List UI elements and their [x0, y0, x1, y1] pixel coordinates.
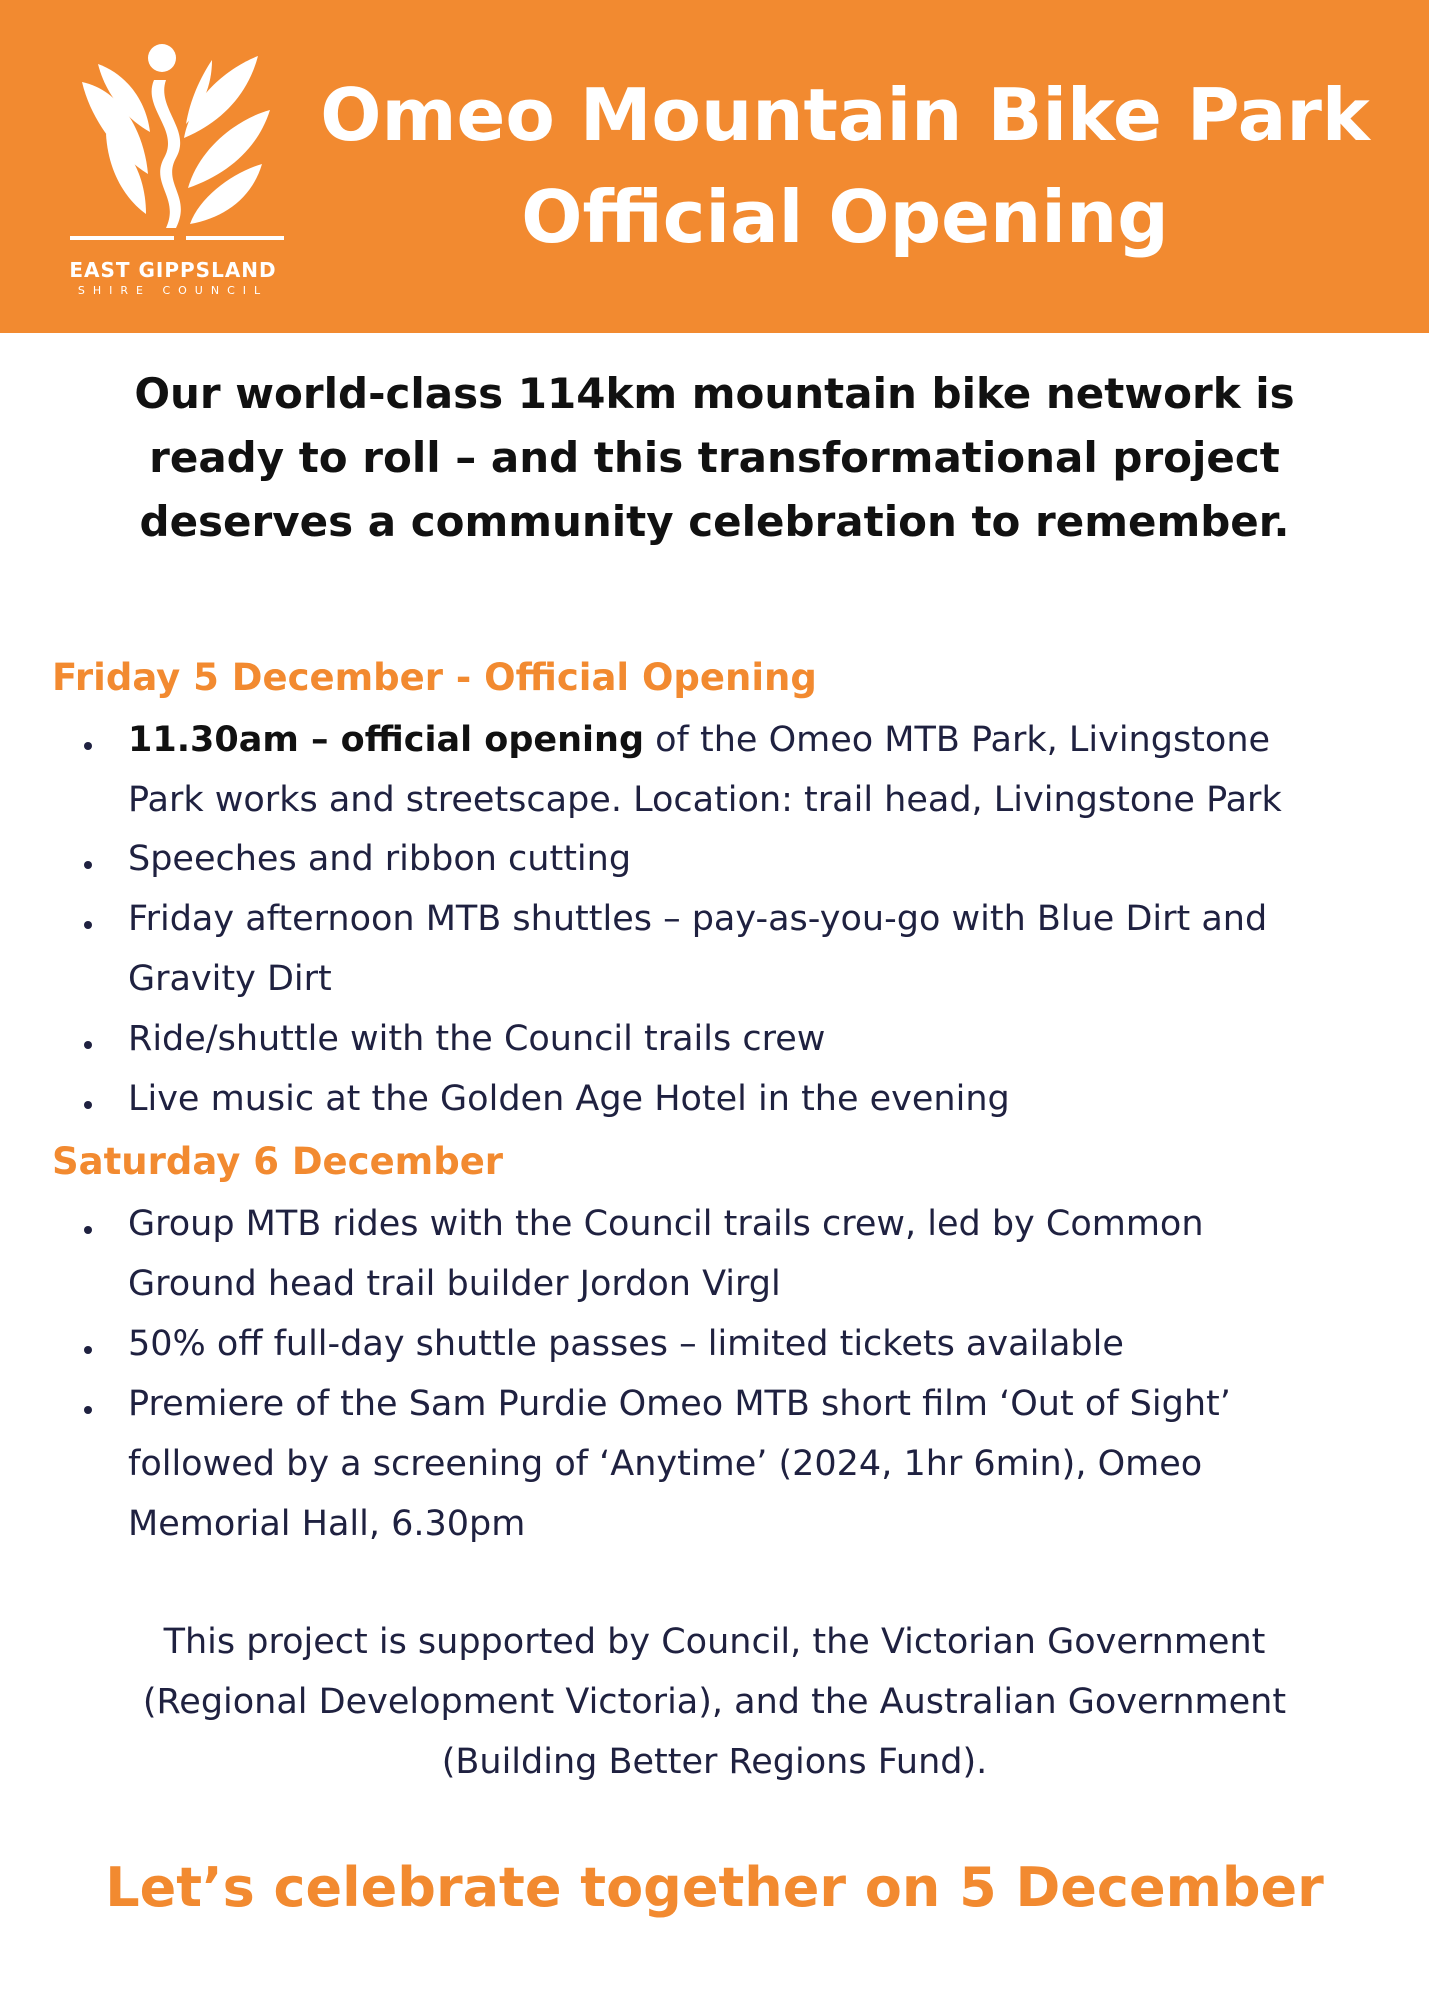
logo-wordmark: EAST GIPPSLAND: [69, 258, 277, 282]
friday-item-5: Live music at the Golden Age Hotel in the evening: [128, 1079, 1010, 1119]
bullet-dot: [84, 1226, 92, 1234]
support-line-3: (Building Better Regions Fund).: [441, 1742, 988, 1782]
bullet-dot: [84, 1041, 92, 1049]
friday-item-3-line-1: Friday afternoon MTB shuttles – pay-as-you-go with Blue Dirt and: [128, 899, 1268, 939]
friday-item-1-strong: 11.30am – official opening: [128, 720, 645, 760]
friday-item-4: Ride/shuttle with the Council trails crew: [128, 1019, 826, 1059]
bullet-dot: [84, 1346, 92, 1354]
saturday-item-2: 50% off full-day shuttle passes – limited tickets available: [128, 1324, 1124, 1364]
logo-subtitle: SHIRE COUNCIL: [77, 284, 269, 297]
title-line-2: Official Opening: [521, 175, 1169, 259]
title-line-1: Omeo Mountain Bike Park: [320, 73, 1370, 157]
support-statement: [60, 1612, 1369, 1792]
call-to-action: Let’s celebrate together on 5 December: [105, 1856, 1324, 1919]
bullet-dot: [84, 742, 92, 750]
council-logo: [62, 38, 292, 300]
friday-item-2: Speeches and ribbon cutting: [128, 839, 632, 879]
header-banner: [0, 0, 1429, 333]
saturday-item-1-line-1: Group MTB rides with the Council trails crew, led by Common: [128, 1204, 1204, 1244]
page-title: [290, 64, 1400, 268]
friday-item-3-line-2: Gravity Dirt: [128, 959, 332, 999]
friday-item-1-line-1: [128, 720, 1418, 760]
intro-line-3: deserves a community celebration to remember.: [139, 497, 1290, 546]
bullet-dot: [84, 921, 92, 929]
saturday-item-3-line-3: Memorial Hall, 6.30pm: [128, 1504, 526, 1544]
intro-line-1: Our world-class 114km mountain bike network is: [134, 369, 1295, 418]
saturday-item-3-line-2: followed by a screening of ‘Anytime’ (2024, 1hr 6min), Omeo: [128, 1444, 1203, 1484]
friday-item-1-line-2: Park works and streetscape. Location: trail head, Livingstone Park: [128, 780, 1282, 820]
intro-statement: [60, 362, 1369, 554]
support-line-2: (Regional Development Victoria), and the Australian Government: [142, 1682, 1287, 1722]
saturday-heading: Saturday 6 December: [52, 1140, 504, 1183]
friday-item-1-rest: of the Omeo MTB Park, Livingstone: [644, 720, 1271, 760]
saturday-item-3-line-1: Premiere of the Sam Purdie Omeo MTB short film ‘Out of Sight’: [128, 1384, 1231, 1424]
bullet-dot: [84, 861, 92, 869]
saturday-item-1-line-2: Ground head trail builder Jordon Virgl: [128, 1264, 781, 1304]
intro-line-2: ready to roll – and this transformational project: [149, 433, 1280, 482]
leaf-figure-icon: [62, 38, 292, 253]
bullet-dot: [84, 1406, 92, 1414]
bullet-dot: [84, 1101, 92, 1109]
support-line-1: This project is supported by Council, the Victorian Government: [163, 1622, 1266, 1662]
friday-heading: Friday 5 December - Official Opening: [52, 656, 817, 699]
